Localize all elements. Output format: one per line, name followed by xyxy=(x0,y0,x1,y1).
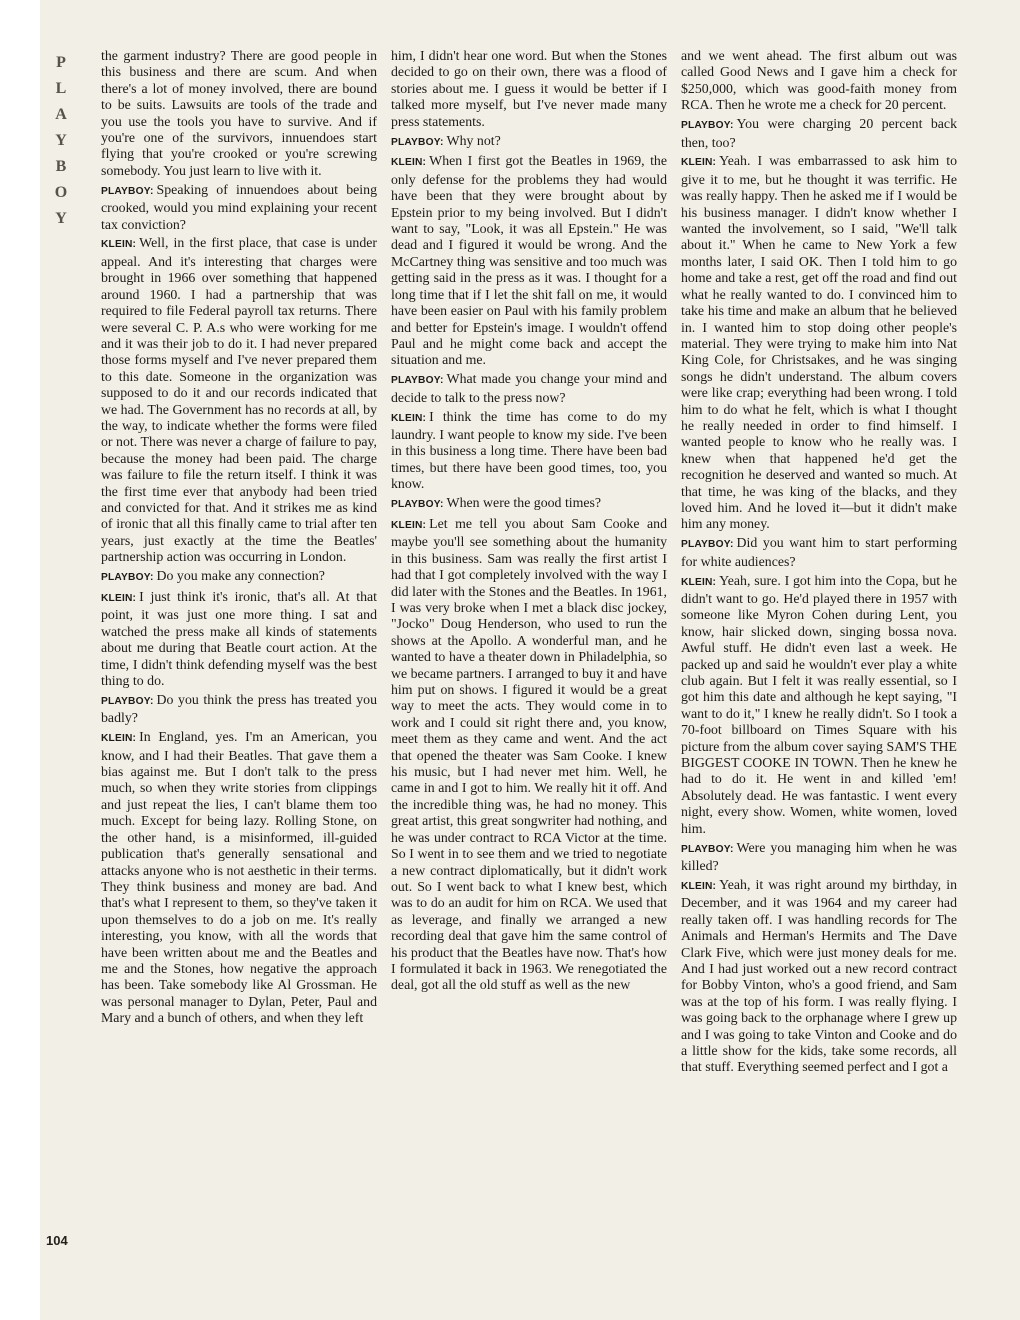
paragraph xyxy=(391,495,667,513)
page-number: 104 xyxy=(46,1233,68,1248)
paragraph-text: Yeah. I was embarrassed to ask him to give it to me, but he thought it was terrific. He was really happy. Then he asked me if I would be his business manager. I didn't know whether I wanted the involvement, so I said, "We'll talk about it." When he came to New York a few months later, I said OK. Then I told him to go home and take a rest, get off the road and find out what he really wanted to do. I convinced him to take his time and make an album that he believed in. I wanted him to stop doing other people's material. They were trying to make him into Nat King Cole, for Christsakes, and he was singing songs he didn't understand. The album covers were like crap; everything had been wrong. I told him to do what he felt, which is what I thought he really needed in order to find himself. I wanted people to know who he really was. I knew when that happened he'd get the recognition he deserved and wanted so much. At that time, he was king of the blacks, and they loved him. And he loved it—but it didn't make him any money. xyxy=(681,153,957,532)
masthead-letter: P xyxy=(56,54,66,71)
paragraph xyxy=(681,573,957,838)
paragraph xyxy=(681,153,957,532)
paragraph xyxy=(681,48,957,114)
paragraph-text: Well, in the first place, that case is under appeal. And it's interesting that charges were brought in 1966 over something that happened around 1960. I had a partnership that was required to file Federal payroll tax returns. There were several C. P. A.s who were working for me and it was their job to do it. I had never prepared those forms myself and I've never prepared them to this date. Someone in the organization was supposed to do it and our records indicated that we had. The Government has no records at all, by the way, to indicate whether the forms were filed or not. There was never a charge of failure to pay, because the money had been paid. The charge was failure to file the return itself. I think it was the first time ever that anybody had been tried and convicted for that. And it strikes me as kind of ironic that all this finally came to trial after ten years, just exactly at the time the Beatles' partnership action was occurring in London. xyxy=(101,235,377,565)
paragraph-text: Let me tell you about Sam Cooke and maybe you'll see something about the humanity in this business. Sam was really the first artist I had that I got completely involved with the way I did later with the Stones and the Beatles. In 1961, I was very broke when I met a black disc jockey, "Jocko" Doug Henderson, who used to run the shows at the Apollo. A wonderful man, and he wanted to have a theater down in Philadelphia, so we became partners. I arranged to buy it and have him put on shows. I figured it would be a great way to meet the acts. They would come in to work and I could sit right there and, you know, meet them as they came and went. And the act that opened the theater was Sam Cooke. I knew his music, but I had never met him. Well, he came in and I got to him. We really hit it off. And the incredible thing was, he had no money. This great artist, this great songwriter had nothing, and he was under contract to RCA Victor at the time. So I went in to see them and we tried to negotiate a new contract diplomatically, but it didn't work out. So I went back to what I knew best, which was to do an audit for him on RCA. We used that as leverage, and finally we arranged a new recording deal that gave him the same control of his product that the Beatles have now. That's how I formulated it back in 1963. We renegotiated the deal, got all the old stuff as well as the new xyxy=(391,515,667,993)
paragraph xyxy=(391,48,667,130)
speaker-label: KLEIN: xyxy=(101,239,137,251)
speaker-label: KLEIN: xyxy=(391,519,427,531)
speaker-label: PLAYBOY: xyxy=(101,572,154,584)
masthead-letter: Y xyxy=(55,210,67,227)
paragraph xyxy=(681,535,957,570)
paragraph xyxy=(101,692,377,727)
paragraph xyxy=(101,48,377,179)
speaker-label: PLAYBOY: xyxy=(391,499,444,511)
speaker-label: KLEIN: xyxy=(391,412,427,424)
paragraph xyxy=(391,516,667,994)
masthead-letter: O xyxy=(54,184,68,201)
paragraph-text: him, I didn't hear one word. But when the Stones decided to go on their own, there was a flood of stories about me. I guess it would be better if I talked more myself, but I've never made many press statements. xyxy=(391,48,667,129)
masthead-letter: B xyxy=(55,158,67,175)
speaker-label: KLEIN: xyxy=(681,157,717,169)
speaker-label: PLAYBOY: xyxy=(101,185,154,197)
paragraph-text: What made you change your mind and decide to talk to the press now? xyxy=(391,371,667,405)
speaker-label: PLAYBOY: xyxy=(681,539,734,551)
paragraph xyxy=(391,153,667,368)
paragraph-text: Yeah, sure. I got him into the Copa, but he didn't want to go. He'd played there in 1957 with someone like Myron Cohen during Lent, you know, hair slicked down, singing bossa nova. Awful stuff. He didn't even last a week. He packed up and said he wouldn't ever play a white club again. But I felt it was really essential, so I got him this date and although he kept saying, "I want to do it," I knew he really didn't. So I took a 70-foot billboard on Times Square with his picture from the album cover saying SAM'S THE BIGGEST COOKE IN TOWN. Then he knew he had to do it. He went in and killed 'em! Absolutely dead. He was fantastic. I went every night, every show. Women, white women, loved him. xyxy=(681,572,957,836)
paragraph-text: You were charging 20 percent back then, too? xyxy=(681,116,957,150)
masthead-letter: Y xyxy=(55,132,67,149)
paragraph-text: Did you want him to start performing for white audiences? xyxy=(681,535,957,569)
vertical-masthead xyxy=(52,50,70,232)
masthead-letter: L xyxy=(55,80,67,97)
paragraph-text: I think the time has come to do my laundry. I want people to know my side. I've been in this business a long time. There have been bad times, but there have been good times, too, you know. xyxy=(391,408,667,492)
speaker-label: PLAYBOY: xyxy=(101,695,154,707)
paragraph-text: When I first got the Beatles in 1969, the only defense for the problems they had would have been that they were brought about by Epstein prior to my being involved. But I didn't want to say, "Look, it was all Epstein." He was dead and I figured it would be wrong. And the McCartney thing was sensitive and too much was getting said in the press as it was. I thought for a long time that if I let the shit fall on me, it would have been easier on Paul with his family problem and better for Epstein's image. I wouldn't offend Paul and he might come back and accept the situation and me. xyxy=(391,153,667,368)
paragraph xyxy=(101,182,377,233)
speaker-label: PLAYBOY: xyxy=(391,375,444,387)
speaker-label: KLEIN: xyxy=(391,157,427,169)
paragraph xyxy=(391,133,667,151)
paragraph xyxy=(681,116,957,151)
paragraph-text: Why not? xyxy=(446,132,501,148)
paragraph-text: Speaking of innuendoes about being crooked, would you mind explaining your recent tax conviction? xyxy=(101,181,377,232)
speaker-label: KLEIN: xyxy=(681,576,717,588)
paragraph-text: Do you make any connection? xyxy=(156,568,325,584)
masthead-letter: A xyxy=(55,106,67,123)
paragraph-text: I just think it's ironic, that's all. At that point, it was just one more thing. I sat and watched the press make all kinds of statements about me during that Beatle court action. At the time, I didn't think defending myself was the best thing to do. xyxy=(101,589,377,689)
page-left-margin xyxy=(0,0,40,1320)
paragraph-text: When were the good times? xyxy=(446,495,602,511)
paragraph xyxy=(101,589,377,689)
paragraph xyxy=(681,877,957,1076)
paragraph xyxy=(391,371,667,406)
text-column-1 xyxy=(101,48,377,1029)
speaker-label: KLEIN: xyxy=(101,733,137,745)
paragraph xyxy=(391,409,667,493)
text-column-2 xyxy=(391,48,667,996)
text-column-3 xyxy=(681,48,957,1078)
paragraph-text: In England, yes. I'm an American, you know, and I had their Beatles. That gave them a bias against me. But I don't talk to the press much, so when they write stories from clippings and just repeat the lies, I can't blame them too much. Except for being lazy. Rolling Stone, on the other hand, is a misinformed, ill-guided publication that's generally sensational and attacks anyone who is not aesthetic in their terms. They think business and money are bad. And that's what I represent to them, so they've taken it upon themselves to do a job on me. It's really interesting, you know, with all the words that have been written about me and the Beatles and me and the Stones, how negative the approach has been. Take somebody like Al Grossman. He was personal manager to Dylan, Peter, Paul and Mary and a bunch of others, and when they left xyxy=(101,729,377,1026)
speaker-label: KLEIN: xyxy=(101,593,137,604)
speaker-label: KLEIN: xyxy=(681,880,717,892)
paragraph xyxy=(101,235,377,565)
paragraph-text: Were you managing him when he was killed? xyxy=(681,839,957,873)
paragraph xyxy=(681,840,957,875)
paragraph xyxy=(101,729,377,1026)
speaker-label: PLAYBOY: xyxy=(681,843,734,855)
paragraph-text: and we went ahead. The first album out was called Good News and I gave him a check for $250,000, which was good-faith money from RCA. Then he wrote me a check for 20 percent. xyxy=(681,48,957,113)
speaker-label: PLAYBOY: xyxy=(391,136,444,148)
paragraph-text: Yeah, it was right around my birthday, in December, and it was 1964 and my career had really taken off. I was handling records for The Animals and Herman's Hermits and The Dave Clark Five, which were just money deals for me. And I had just worked out a new record contract for Bobby Vinton, who's a good friend, and Sam was at the top of his form. I was really flying. I was going back to the orphanage where I grew up and I was going to take Vinton and Cooke and do a little show for the kids, take some records, all that stuff. Everything seemed perfect and I got a xyxy=(681,876,957,1075)
paragraph xyxy=(101,568,377,586)
paragraph-text: the garment industry? There are good people in this business and there are scum. And when there's a lot of money involved, there are bound to be suits. Lawsuits are tools of the trade and you use the tools you have to survive. And if you're one of the survivors, innuendoes start flying that you're crooked or you're screwing somebody. You just learn to live with it. xyxy=(101,48,377,178)
paragraph-text: Do you think the press has treated you badly? xyxy=(101,691,377,726)
speaker-label: PLAYBOY: xyxy=(681,120,734,132)
